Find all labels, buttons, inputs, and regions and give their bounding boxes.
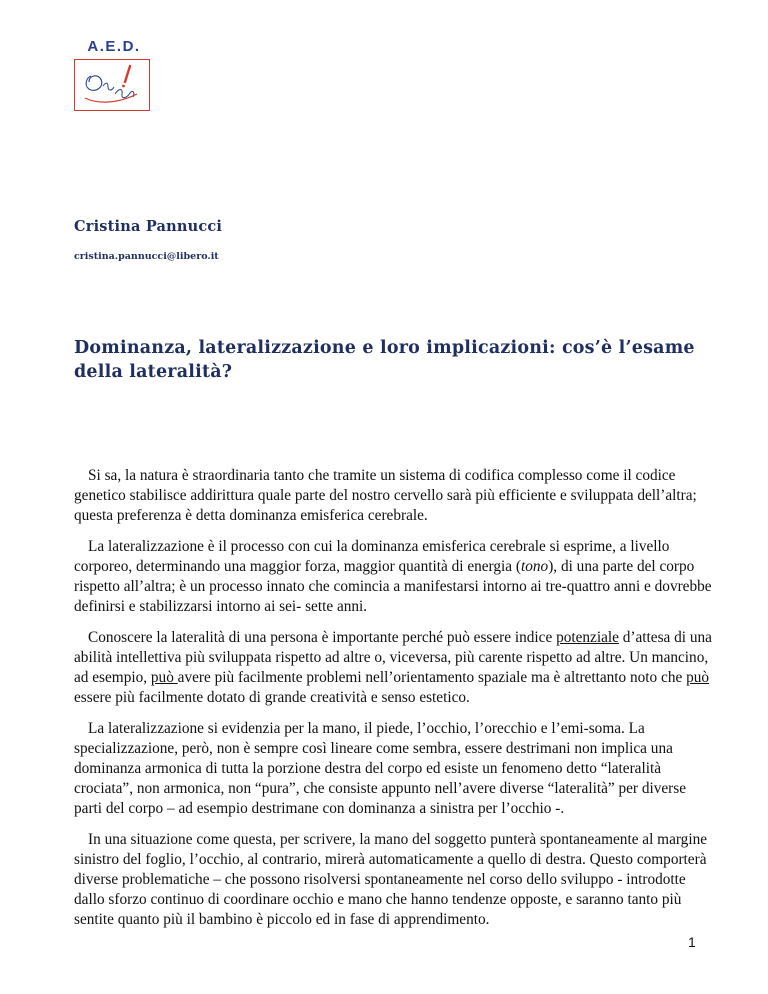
author-name: Cristina Pannucci — [74, 218, 223, 235]
paragraph-5: In una situazione come questa, per scrivere, la mano del soggetto punterà spontaneamente al margine sinistro del foglio, l’occhio, al contrario, mirerà automaticamente a quello di destra. Questo comporterà diverse problematiche – che possono risolversi spontaneamente nel corso dello sviluppo - introdotte dallo sforzo continuo di coordinare occhio e mano che hanno tendenze opposte, e saranno tanto più sentite quanto più il bambino è piccolo ed in fase di apprendimento. — [74, 831, 708, 928]
logo-mark — [74, 59, 150, 111]
logo-signature-icon — [75, 60, 148, 109]
author-email: cristina.pannucci@libero.it — [74, 251, 219, 262]
document-body — [74, 466, 714, 941]
page-number: 1 — [688, 934, 696, 950]
paragraph-2: La lateralizzazione è il processo con cui la dominanza emisferica cerebrale si esprime, a livello corporeo, determinando una maggior forza, maggior quantità di energia (tono), di una parte del corpo rispetto all’altra; è un processo innato che comincia a manifestarsi intorno ai tre-quattro anni e dovrebbe definirsi e stabilizzarsi intorno ai sei- sette anni. — [74, 538, 712, 615]
logo-title: A.E.D. — [87, 38, 141, 55]
paragraph-1: Si sa, la natura è straordinaria tanto che tramite un sistema di codifica complesso come il codice genetico stabilisce addirittura quale parte del nostro cervello sarà più efficiente e sviluppata dell’altra; questa preferenza è detta dominanza emisferica cerebrale. — [74, 467, 697, 524]
paragraph-4: La lateralizzazione si evidenzia per la mano, il piede, l’occhio, l’orecchio e l’emi-soma. La specializzazione, però, non è sempre così lineare come sembra, essere destrimani non implica una dominanza armonica di tutta la porzione destra del corpo ed esiste un fenomeno detto “lateralità crociata”, non armonica, non “pura”, che consiste appunto nell’avere diverse “lateralità” per diverse parti del corpo – ad esempio destrimane con dominanza a sinistra per l’occhio -. — [74, 720, 687, 817]
paragraph-3: Conoscere la lateralità di una persona è importante perché può essere indice potenziale d’attesa di una abilità intellettiva più sviluppata rispetto ad altre o, viceversa, più carente rispetto ad altre. Un mancino, ad esempio, può avere più facilmente problemi nell’orientamento spaziale ma è altrettanto noto che può essere più facilmente dotato di grande creatività e senso estetico. — [74, 629, 712, 706]
document-title: Dominanza, lateralizzazione e loro implicazioni: cos’è l’esame della lateralità? — [74, 338, 695, 382]
logo — [74, 38, 152, 111]
underlined-word: può — [686, 669, 710, 686]
emphasis-tono: tono — [521, 558, 549, 575]
underlined-word: può — [150, 669, 178, 686]
underlined-word: potenziale — [556, 629, 619, 646]
